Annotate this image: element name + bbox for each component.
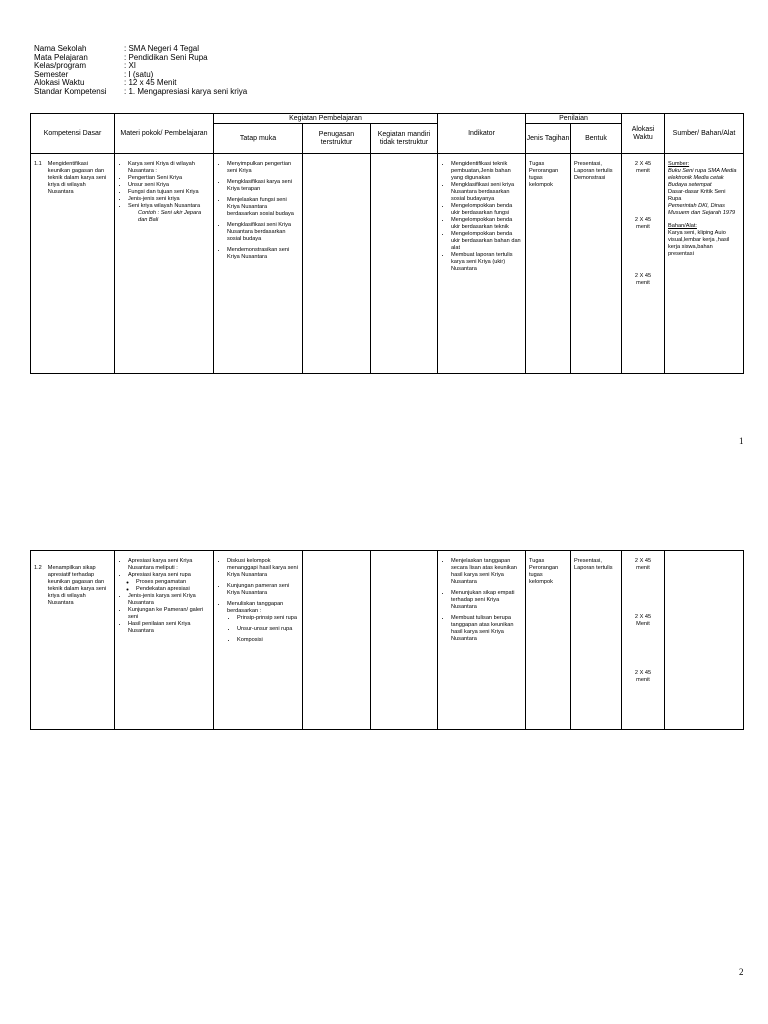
alokasi-entry: 2 X 45 menit: [634, 217, 652, 230]
header-value: : 1. Mengapresiasi karya seni kriya: [124, 86, 248, 96]
kd-text: Mengidentifikasi keunikan gagasan dan teknik dalam karya seni kriya di wilayah Nusantara: [47, 161, 107, 195]
list-item: • Apresiasi karya seni Kriya Nusantara meliputi :: [128, 558, 210, 572]
col-kegiatan: Kegiatan Pembelajaran: [214, 114, 438, 124]
list-item: • Mengelompokkan benda ukir berdasarkan fungsi: [451, 203, 522, 217]
cell-mandiri-2: [371, 551, 438, 730]
header-value: : SMA Negeri 4 Tegal: [124, 44, 200, 53]
bahan-heading: Bahan/Alat:: [668, 223, 697, 229]
list-item: • Menyimpulkan pengertian seni Kriya: [227, 161, 299, 175]
col-penilaian: Penilaian: [526, 114, 622, 124]
alokasi-entry: 2 X 45 menit: [634, 161, 652, 174]
cell-materi-2: [115, 551, 214, 730]
document-header: [34, 45, 247, 96]
alokasi-entry: 2 X 45 menit: [634, 558, 652, 571]
list-item: • Menjelaskan fungsi seni Kriya Nusantara berdasarkan sosial budaya: [227, 197, 299, 218]
cell-alokasi-2: [622, 551, 665, 730]
header-key: Semester: [34, 69, 69, 79]
cell-sumber-2: [665, 551, 744, 730]
list-item: • Mengidentifikasi teknik pembuatan,Jenis bahan yang digunakan: [451, 161, 522, 182]
list-item: • Mengklasifikasi seni Kriya Nusantara berdasarkan sosial budaya: [227, 222, 299, 243]
header-key: Mata Pelajaran: [34, 52, 88, 62]
col-tatap-muka: Tatap muka: [214, 124, 303, 154]
col-kompetensi-dasar: Kompetensi Dasar: [31, 114, 115, 154]
header-value: : XI: [124, 61, 137, 70]
col-alokasi: Alokasi Waktu: [622, 114, 665, 154]
list-item: • Prinsip-prinsip seni rupa: [237, 615, 299, 622]
list-item: ◦ Pendekatan apresiasi: [136, 586, 210, 593]
list-item: • Membuat tulisan berupa tanggapan atas keunikan hasil karya seni Kriya Nusantara: [451, 615, 522, 643]
cell-bentuk-1: Presentasi, Laporan tertulis Demonstrasi: [571, 154, 622, 374]
kd-text: Menampilkan sikap apresiatif terhadap keunikan gagasan dan teknik dalam karya seni kriya di wilayah Nusantara: [47, 565, 107, 606]
cell-tatap-2: [214, 551, 303, 730]
list-item: • Unsur-unsur seni rupa: [237, 626, 299, 633]
cell-bentuk-2: Presentasi, Laporan tertulis: [571, 551, 622, 730]
list-item: • Mengklasifikasi karya seni Kriya terapan: [227, 179, 299, 193]
list-item: • Hasil penilaian seni Kriya Nusantara: [128, 621, 210, 635]
header-key: Kelas/program: [34, 61, 87, 70]
cell-jenis-1: Tugas Perorangan tugas kelompok: [526, 154, 571, 374]
header-row: [34, 88, 247, 97]
cell-alokasi-1: [622, 154, 665, 374]
col-mandiri: Kegiatan mandiri tidak terstruktur: [371, 124, 438, 154]
cell-tatap-1: [214, 154, 303, 374]
col-penugasan: Penugasan terstruktur: [303, 124, 371, 154]
header-value: : I (satu): [124, 69, 154, 79]
list-item: • Mengelompokkan benda ukir berdasarkan teknik: [451, 217, 522, 231]
list-item: • Jenis-jenis karya seni Kriya Nusantara: [128, 593, 210, 607]
cell-jenis-2: Tugas Perorangan tugas kelompok: [526, 551, 571, 730]
list-item: • Jenis-jenis seni kriya: [128, 196, 210, 203]
kd-number: 1.2: [34, 565, 42, 571]
list-item: • Menjelaskan tanggapan secara lisan atas keunikan hasil karya seni Kriya Nusantara: [451, 558, 522, 586]
col-jenis: Jenis Tagihan: [526, 124, 571, 154]
list-item: • Kunjungan ke Pameran/ galeri seni: [128, 607, 210, 621]
list-item: • Diskusi kelompok menanggapi hasil karya seni Kriya Nusantara: [227, 558, 299, 579]
list-item: • Menuliskan tanggapan berdasarkan : • Prinsip-prinsip seni rupa • Unsur-unsur seni rupa • Komposisi: [227, 601, 299, 644]
cell-kd-1: [31, 154, 115, 374]
kd-number: 1.1: [34, 161, 42, 167]
cell-sumber-1: Sumber: Buku Seni rupa SMA Media elektronik Media cetak Budaya setempat Dasar-dasar Kritik Seni Rupa Pemerintah DKI, Dinas Musuem dan Sejarah 1979 Bahan/Alat: Karya seni, kliping Auio visual,lembar kerja ,hasil kerja siswa,bahan presentasi: [665, 154, 744, 374]
cell-indikator-1: [438, 154, 526, 374]
syllabus-table-1: [30, 113, 744, 374]
list-item: • Unsur seni Kriya: [128, 182, 210, 189]
list-item: • Karya seni Kriya di wilayah Nusantara :: [128, 161, 210, 175]
page-number: 1: [739, 436, 744, 446]
cell-penugasan-1: [303, 154, 371, 374]
list-item: • Mengklasifikasi seni kriya Nusantara berdasarkan sosial budayanya: [451, 182, 522, 203]
page-number: 2: [739, 967, 744, 977]
col-bentuk: Bentuk: [571, 124, 622, 154]
col-indikator: Indikator: [438, 114, 526, 154]
alokasi-entry: 2 X 45 menit: [634, 670, 652, 683]
cell-penugasan-2: [303, 551, 371, 730]
cell-mandiri-1: [371, 154, 438, 374]
header-value: : 12 x 45 Menit: [124, 78, 177, 87]
header-key: Alokasi Waktu: [34, 78, 85, 87]
cell-kd-2: [31, 551, 115, 730]
materi-note: Contoh : Seni ukir Jepara dan Bali: [138, 210, 202, 223]
list-item: • Seni kriya wilayah Nusantara: [128, 203, 210, 210]
list-item: • Mendemonstrasikan seni Kriya Nusantara: [227, 247, 299, 261]
list-item: • Pengertian Seni Kriya: [128, 175, 210, 182]
sumber-heading: Sumber:: [668, 161, 690, 167]
alokasi-entry: 2 X 45 menit: [634, 273, 652, 286]
cell-materi-1: [115, 154, 214, 374]
list-item: • Apresiasi karya seni rupa ◦ Proses pengamatan ◦ Pendekatan apresiasi: [128, 572, 210, 593]
list-item: • Membuat laporan tertulis karya seni Kriya (ukir) Nusantara: [451, 252, 522, 273]
syllabus-table-2: [30, 550, 744, 730]
alokasi-entry: 2 X 45 Menit: [634, 614, 652, 627]
list-item: • Kunjungan pameran seni Kriya Nusantara: [227, 583, 299, 597]
col-sumber: Sumber/ Bahan/Alat: [665, 114, 744, 154]
header-key: Standar Kompetensi: [34, 86, 107, 96]
list-item: • Mengelompokkan benda ukir berdasarkan bahan dan alat: [451, 231, 522, 252]
col-materi: Materi pokok/ Pembelajaran: [115, 114, 214, 154]
list-item: • Menunjukan sikap empati terhadap seni Kriya Nusantara: [451, 590, 522, 611]
list-item: ◦ Proses pengamatan: [136, 579, 210, 586]
list-item: • Fungsi dan tujuan seni Kriya: [128, 189, 210, 196]
list-item: • Komposisi: [237, 637, 299, 644]
cell-indikator-2: [438, 551, 526, 730]
header-value: : Pendidikan Seni Rupa: [124, 52, 208, 62]
header-key: Nama Sekolah: [34, 44, 87, 53]
